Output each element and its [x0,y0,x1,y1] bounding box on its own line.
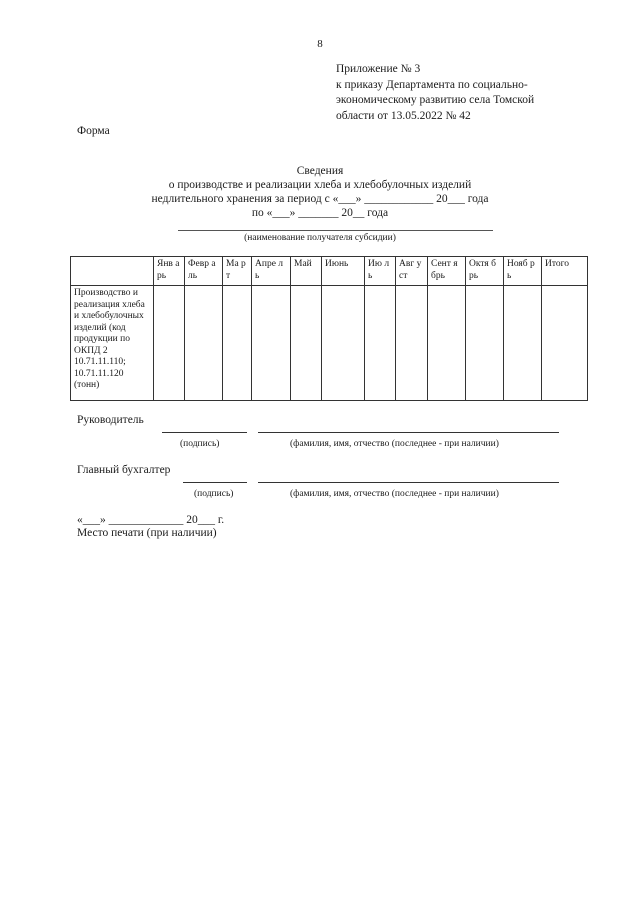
header-cell-october: Октя брь [466,257,504,286]
row-label-production: Производство и реализация хлеба и хлебобулочных изделий (код продукции по ОКПД 2 10.71.11.110; 10.71.11.120 (тонн) [71,286,154,401]
header-cell-august: Авг уст [396,257,428,286]
accountant-name-line[interactable] [258,482,559,483]
value-cell-january[interactable] [154,286,185,401]
recipient-caption: (наименование получателя субсидии) [244,233,396,243]
appendix-reference [336,62,534,124]
accountant-name-caption: (фамилия, имя, отчество (последнее - при наличии) [290,489,499,499]
title-line-2: о производстве и реализации хлеба и хлебобулочных изделий [168,179,472,191]
title-line-3: недлительного хранения за период с «___» ____________ 20___ года [151,193,489,205]
head-signature-caption: (подпись) [180,439,220,449]
appendix-line-1: Приложение № 3 [336,63,421,75]
title-line-4: по «___» _______ 20__ года [251,207,389,219]
header-cell-june: Июнь [322,257,365,286]
head-signature-line[interactable] [162,432,247,433]
accountant-signature-line[interactable] [183,482,247,483]
value-cell-october[interactable] [466,286,504,401]
stamp-line: Место печати (при наличии) [77,527,217,539]
value-cell-may[interactable] [291,286,322,401]
accountant-signature-caption: (подпись) [194,489,234,499]
value-cell-july[interactable] [365,286,396,401]
header-cell-july: Ию ль [365,257,396,286]
value-cell-march[interactable] [223,286,252,401]
document-title [0,164,640,220]
header-cell-february: Февр аль [185,257,223,286]
chief-accountant-label: Главный бухгалтер [77,464,171,476]
head-name-caption: (фамилия, имя, отчество (последнее - при наличии) [290,439,499,449]
page-number: 8 [317,38,323,50]
date-line: «___» _____________ 20___ г. [77,514,225,526]
header-cell-november: Нояб рь [504,257,542,286]
appendix-line-3: экономическому развитию села Томской [336,94,535,106]
header-cell-may: Май [291,257,322,286]
form-label: Форма [77,125,110,137]
value-cell-february[interactable] [185,286,223,401]
appendix-line-2: к приказу Департамента по социально- [336,78,528,91]
value-cell-november[interactable] [504,286,542,401]
value-cell-august[interactable] [396,286,428,401]
header-cell-september: Сент ябрь [428,257,466,286]
recipient-name-line [178,230,493,231]
header-cell-january: Янв арь [154,257,185,286]
value-cell-april[interactable] [252,286,291,401]
appendix-line-4: области от 13.05.2022 № 42 [336,109,471,122]
header-cell-total: Итого [542,257,588,286]
production-table [70,256,588,401]
header-cell-march: Ма рт [223,257,252,286]
value-cell-total[interactable] [542,286,588,401]
table-row [71,286,588,401]
head-label: Руководитель [77,414,144,426]
header-cell-empty [71,257,154,286]
value-cell-september[interactable] [428,286,466,401]
table-header-row [71,257,588,286]
title-line-1: Сведения [296,165,344,177]
header-cell-april: Апре ль [252,257,291,286]
value-cell-june[interactable] [322,286,365,401]
head-name-line[interactable] [258,432,559,433]
